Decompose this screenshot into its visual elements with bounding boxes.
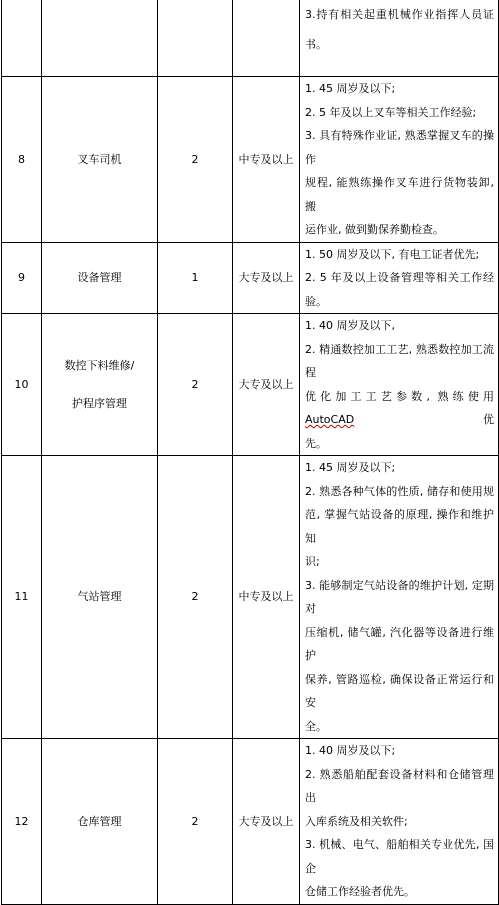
requirement-line: 3. 具有特殊作业证, 熟悉掌握叉车的操作 xyxy=(305,129,494,166)
table-row xyxy=(2,739,499,905)
requirement-line: 2. 精通数控加工工艺, 熟悉数控加工流程 xyxy=(305,342,494,379)
requirement-line: 仓储工作经验者优先。 xyxy=(305,885,415,898)
requirements-cell xyxy=(300,314,499,456)
position-line: 护程序管理 xyxy=(72,396,127,410)
requirement-line: 优化加工工艺参数, 熟练使用 AutoCAD 优 xyxy=(305,389,494,426)
requirement-line: 2. 5 年及以上设备管理等相关工作经验。 xyxy=(305,271,494,308)
count-cell: 2 xyxy=(158,77,233,243)
count-cell: 2 xyxy=(158,456,233,739)
requirement-line: 2. 5 年及以上叉车等相关工作经验; xyxy=(305,105,477,119)
requirement-line: 识; xyxy=(305,555,320,568)
education-cell: 中专及以上 xyxy=(233,456,300,739)
requirement-line: 3. 能够制定气站设备的维护计划, 定期对 xyxy=(305,578,494,615)
requirement-line: 规程, 能熟练操作叉车进行货物装卸, 搬 xyxy=(305,176,494,213)
requirements-cell xyxy=(300,739,499,905)
education-cell: 大专及以上 xyxy=(233,242,300,314)
requirement-line: 1. 40 周岁及以下; xyxy=(305,744,396,757)
count-cell: 2 xyxy=(158,739,233,905)
row-number-cell: 10 xyxy=(2,314,42,456)
requirement-line: 入库系统及相关软件; xyxy=(305,814,408,828)
position-cell: 设备管理 xyxy=(42,242,158,314)
requirement-line: 3.持有相关起重机械作业指挥人员证书。 xyxy=(305,8,494,51)
position-cell: 气站管理 xyxy=(42,456,158,739)
row-number-cell: 8 xyxy=(2,77,42,243)
requirement-line: 全。 xyxy=(305,719,327,733)
position-cell: 仓库管理 xyxy=(42,739,158,905)
requirement-line: 2. 熟悉各种气体的性质, 储存和使用规 xyxy=(305,484,494,498)
count-cell: 2 xyxy=(158,314,233,456)
row-number-cell: 11 xyxy=(2,456,42,739)
requirement-line: 1. 50 周岁及以下, 有电工证者优先; xyxy=(305,247,480,261)
table-row xyxy=(2,314,499,456)
position-cell xyxy=(42,0,158,77)
position-line: 数控下料维修/ xyxy=(64,358,135,372)
requirement-line: 先。 xyxy=(305,436,327,450)
requirement-line: 范, 掌握气站设备的原理, 操作和维护知 xyxy=(305,508,494,545)
table-row xyxy=(2,242,499,314)
count-cell: 1 xyxy=(158,242,233,314)
requirement-line: 1. 45 周岁及以下; xyxy=(305,82,396,95)
row-number-cell: 12 xyxy=(2,739,42,905)
requirements-cell xyxy=(300,456,499,739)
table-row xyxy=(2,456,499,739)
position-cell: 叉车司机 xyxy=(42,77,158,243)
count-cell xyxy=(158,0,233,77)
requirements-cell xyxy=(300,242,499,314)
education-cell: 大专及以上 xyxy=(233,739,300,905)
autocad-text: AutoCAD xyxy=(305,413,355,426)
row-number-cell xyxy=(2,0,42,77)
requirements-cell xyxy=(300,0,499,77)
requirement-line: 3. 机械、电气、船舶相关专业优先, 国企 xyxy=(305,838,494,875)
requirement-line: 2. 熟悉船舶配套设备材料和仓储管理出 xyxy=(305,767,494,804)
requirement-line: 保养, 管路巡检, 确保设备正常运行和安 xyxy=(305,672,494,709)
table-row xyxy=(2,77,499,243)
job-requirements-table xyxy=(1,0,499,905)
education-cell: 中专及以上 xyxy=(233,77,300,243)
table-row xyxy=(2,0,499,77)
requirement-line: 1. 45 周岁及以下; xyxy=(305,461,396,474)
education-cell: 大专及以上 xyxy=(233,314,300,456)
row-number-cell: 9 xyxy=(2,242,42,314)
requirements-cell xyxy=(300,77,499,243)
education-cell xyxy=(233,0,300,77)
position-cell xyxy=(42,314,158,456)
requirement-line: 运作业, 做到勤保养勤检查。 xyxy=(305,223,444,236)
requirement-line: 压缩机, 储气罐, 汽化器等设备进行维护 xyxy=(305,625,494,662)
requirement-line: 1. 40 周岁及以下, xyxy=(305,319,395,332)
